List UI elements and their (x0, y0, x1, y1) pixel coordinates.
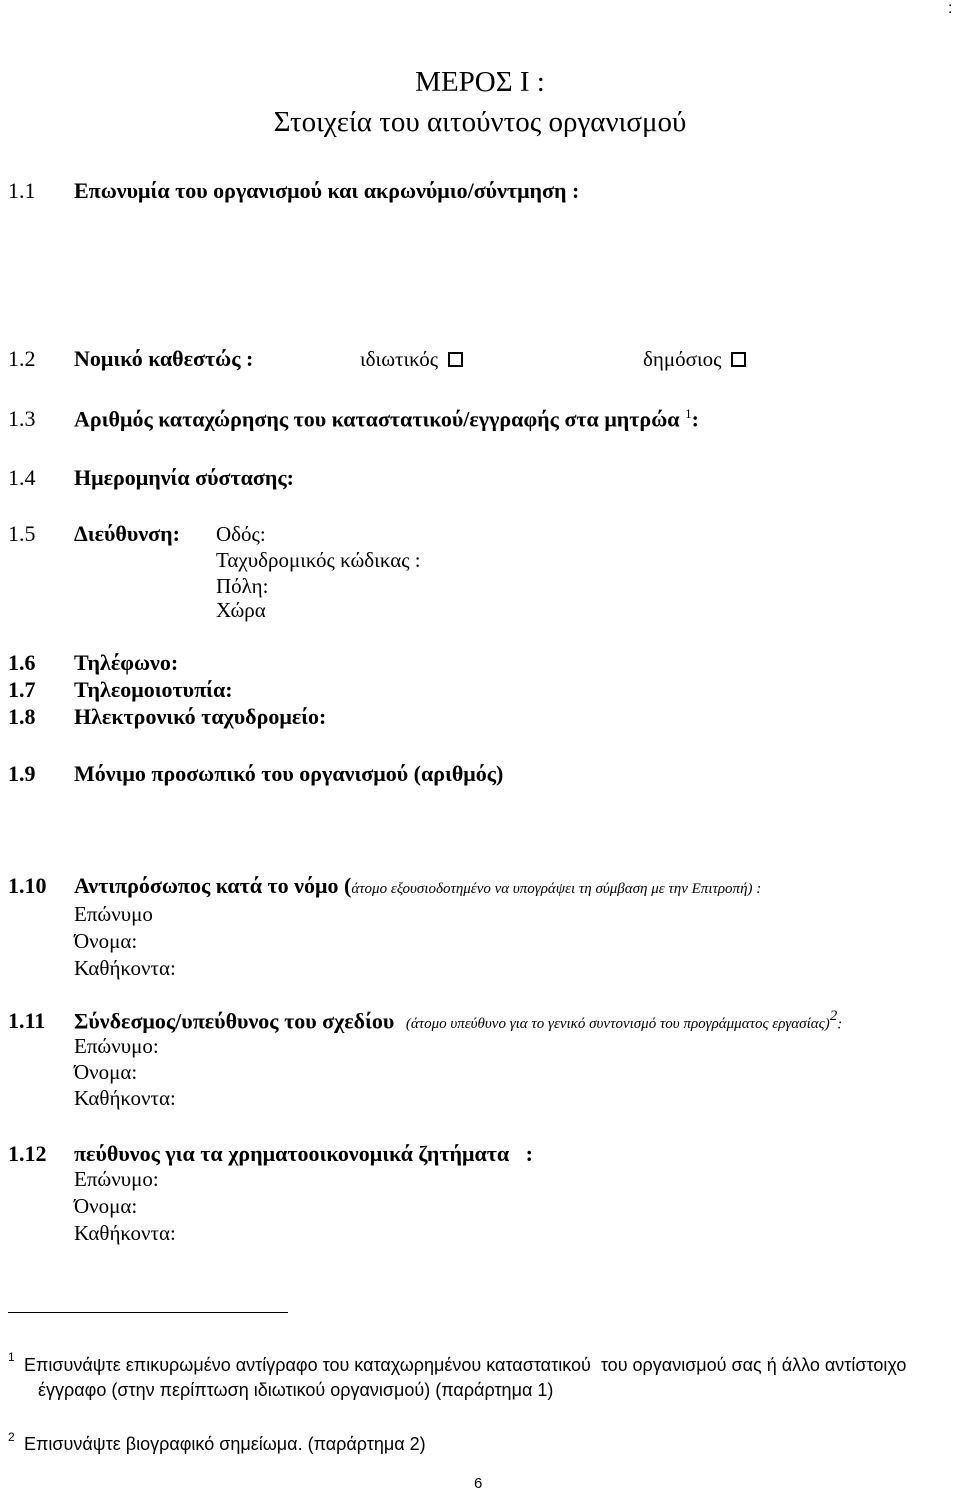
section-number: 1.1 (8, 178, 36, 203)
address-city-label: Πόλη: (216, 574, 269, 598)
section-1-10-number: 1.10 (8, 873, 47, 898)
section-1-8-label: Ηλεκτρονικό ταχυδρομείο: (74, 704, 327, 729)
public-label: δημόσιος (643, 347, 722, 371)
section-1-1 (8, 178, 36, 204)
section-1-9-number: 1.9 (8, 761, 36, 786)
footnote-2-mark: 2 (8, 1430, 15, 1444)
section-1-11-label: Σύνδεσμος/υπεύθυνος του σχεδίου (74, 1008, 395, 1034)
section-1-11-number: 1.11 (8, 1008, 46, 1033)
section-1-11-heading (74, 1008, 842, 1034)
section-1-3-label-wrap (74, 406, 699, 432)
section-1-4-label: Ημερομηνία σύστασης: (74, 465, 294, 490)
section-1-12-number: 1.12 (8, 1141, 47, 1166)
private-checkbox[interactable] (448, 352, 463, 367)
section-1-5-label: Διεύθυνση: (74, 521, 180, 546)
colon: : (691, 406, 699, 432)
section-1-10-label: Αντιπρόσωπος κατά το νόμο ( (74, 873, 352, 898)
section-1-8-number: 1.8 (8, 704, 36, 729)
section-1-10-heading (74, 873, 761, 899)
section-1-5-number: 1.5 (8, 521, 36, 546)
footnote-1-line2: έγγραφο (στην περίπτωση ιδιωτικού οργανισμού) (παράρτημα 1) (38, 1380, 554, 1400)
finance-duties-label: Καθήκοντα: (74, 1221, 176, 1245)
footnote-1-line1: Επισυνάψτε επικυρωμένο αντίγραφο του καταχωρημένου καταστατικού του οργανισμού σας ή άλλο αντίστοιχο (24, 1355, 907, 1375)
legal-rep-surname-label: Επώνυμο (74, 902, 153, 926)
footnote-1-mark: 1 (8, 1350, 15, 1364)
address-postcode-label: Ταχυδρομικός κώδικας : (216, 548, 421, 572)
section-1-12-label: πεύθυνος για τα χρηματοοικονομικά ζητήματα : (74, 1141, 533, 1166)
finance-name-label: Όνομα: (74, 1194, 138, 1218)
section-1-7-number: 1.7 (8, 677, 36, 702)
address-country-label: Χώρα (216, 598, 266, 622)
section-1-11-note: (άτομο υπεύθυνο για το γενικό συντονισμό του προγράμματος εργασίας) (405, 1016, 830, 1033)
coordinator-duties-label: Καθήκοντα: (74, 1086, 176, 1110)
section-1-2-label: Νομικό καθεστώς : (74, 346, 254, 371)
legal-status-public-option[interactable] (643, 347, 746, 372)
corner-mark: : (948, 0, 953, 17)
address-street-label: Οδός: (216, 522, 266, 546)
legal-rep-duties-label: Καθήκοντα: (74, 956, 176, 980)
legal-status-private-option[interactable] (360, 347, 463, 372)
private-label: ιδιωτικός (360, 347, 439, 371)
section-1-3-label: Αριθμός καταχώρησης του καταστατικού/εγγραφής στα μητρώα (74, 406, 680, 432)
footnote-separator (8, 1312, 288, 1313)
page-title-line2: Στοιχεία του αιτούντος οργανισμού (273, 106, 687, 138)
coordinator-surname-label: Επώνυμο: (74, 1034, 159, 1058)
colon: : (837, 1016, 843, 1033)
public-checkbox[interactable] (731, 352, 746, 367)
section-1-6-label: Τηλέφωνο: (74, 650, 179, 675)
section-1-7-label: Τηλεομοιοτυπία: (74, 677, 233, 702)
section-1-2-number: 1.2 (8, 346, 36, 371)
footnote-2-text: Επισυνάψτε βιογραφικό σημείωμα. (παράρτημα 2) (24, 1434, 426, 1454)
page-title-line1: ΜΕΡΟΣ Ι : (415, 66, 545, 98)
footnote-ref-1: 1 (685, 406, 692, 421)
section-1-3-number: 1.3 (8, 406, 36, 431)
section-1-9-label: Μόνιμο προσωπικό του οργανισμού (αριθμός) (74, 761, 504, 786)
page-number: 6 (474, 1475, 483, 1492)
section-1-10-note: άτομο εξουσιοδοτημένο να υπογράψει τη σύμβαση με την Επιτροπή) : (351, 881, 762, 897)
section-1-1-label: Επωνυμία του οργανισμού και ακρωνύμιο/σύντμηση : (74, 178, 580, 203)
finance-surname-label: Επώνυμο: (74, 1167, 159, 1191)
footnote-ref-2: 2 (829, 1008, 838, 1024)
section-1-6-number: 1.6 (8, 650, 36, 675)
section-1-4-number: 1.4 (8, 465, 36, 490)
coordinator-name-label: Όνομα: (74, 1060, 138, 1084)
legal-rep-name-label: Όνομα: (74, 929, 138, 953)
